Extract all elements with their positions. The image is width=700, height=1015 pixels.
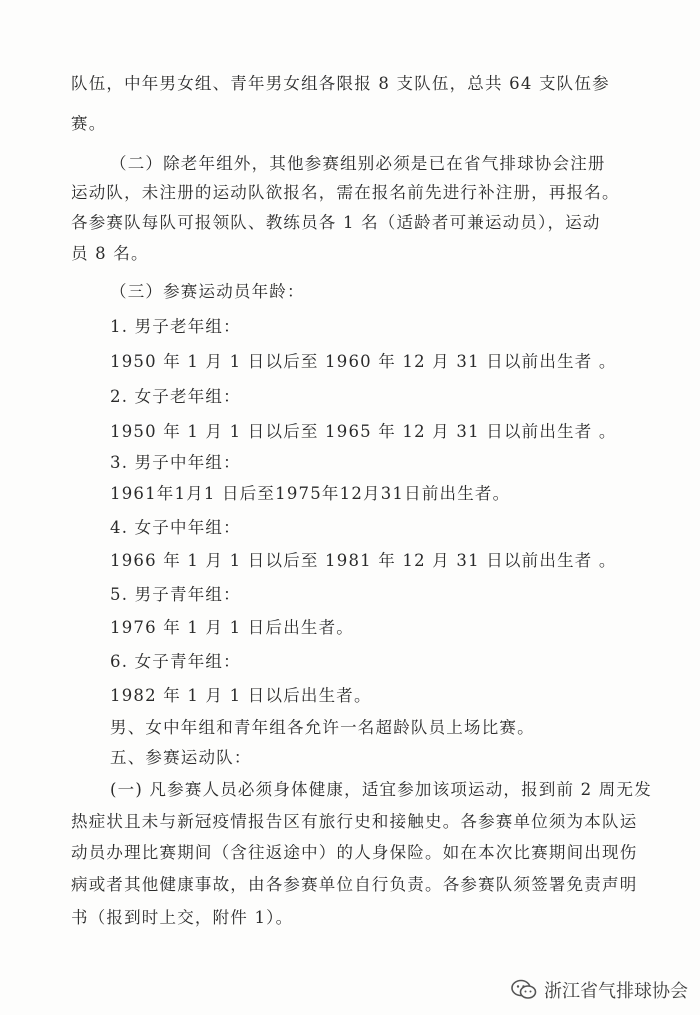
text-line: (一) 凡参赛人员必须身体健康，适宜参加该项运动，报到前 2 周无发 (110, 780, 652, 799)
text-line: 2. 女子老年组： (110, 387, 241, 406)
text-line: 3. 男子中年组： (110, 453, 241, 472)
watermark-text: 浙江省气排球协会 (544, 981, 688, 1002)
text-line: （二）除老年组外，其他参赛组别必须是已在省气排球协会注册 (110, 154, 606, 173)
text-line: 热症状且未与新冠疫情报告区有旅行史和接触史。各参赛单位须为本队运 (71, 812, 638, 831)
text-line: 运动队，未注册的运动队欲报名，需在报名前先进行补注册，再报名。 (71, 183, 620, 202)
text-line: 员 8 名。 (71, 244, 149, 263)
text-line: 6. 女子青年组： (110, 652, 241, 671)
text-line: 病或者其他健康事故，由各参赛单位自行负责。各参赛队须签署免责声明 (71, 875, 638, 894)
text-line: 各参赛队每队可报领队、教练员各 1 名（适龄者可兼运动员），运动 (71, 213, 601, 232)
text-line: 5. 男子青年组： (110, 585, 241, 604)
text-line: 1. 男子老年组： (110, 317, 241, 336)
text-line: （三）参赛运动员年龄： (110, 282, 305, 301)
wechat-icon (510, 978, 538, 1002)
text-line: 动员办理比赛期间（含往返途中）的人身保险。如在本次比赛期间出现伤 (71, 843, 638, 862)
text-line: 1976 年 1 月 1 日后出生者。 (110, 618, 355, 637)
text-line: 赛。 (71, 114, 107, 133)
text-line: 男、女中年组和青年组各允许一名超龄队员上场比赛。 (110, 718, 535, 737)
text-line: 1950 年 1 月 1 日以后至 1960 年 12 月 31 日以前出生者 。 (110, 352, 617, 371)
text-line: 1961年1月1 日后至1975年12月31日前出生者。 (110, 484, 511, 503)
text-line: 队伍，中年男女组、青年男女组各限报 8 支队伍，总共 64 支队伍参 (71, 74, 610, 93)
text-line: 1966 年 1 月 1 日以后至 1981 年 12 月 31 日以前出生者 。 (110, 551, 617, 570)
watermark (510, 977, 688, 1003)
text-line: 1982 年 1 月 1 日以后出生者。 (110, 686, 372, 705)
text-line: 书（报到时上交，附件 1）。 (71, 908, 294, 927)
text-line: 1950 年 1 月 1 日以后至 1965 年 12 月 31 日以前出生者 。 (110, 422, 617, 441)
text-line: 五、参赛运动队： (110, 748, 252, 767)
text-line: 4. 女子中年组： (110, 518, 241, 537)
